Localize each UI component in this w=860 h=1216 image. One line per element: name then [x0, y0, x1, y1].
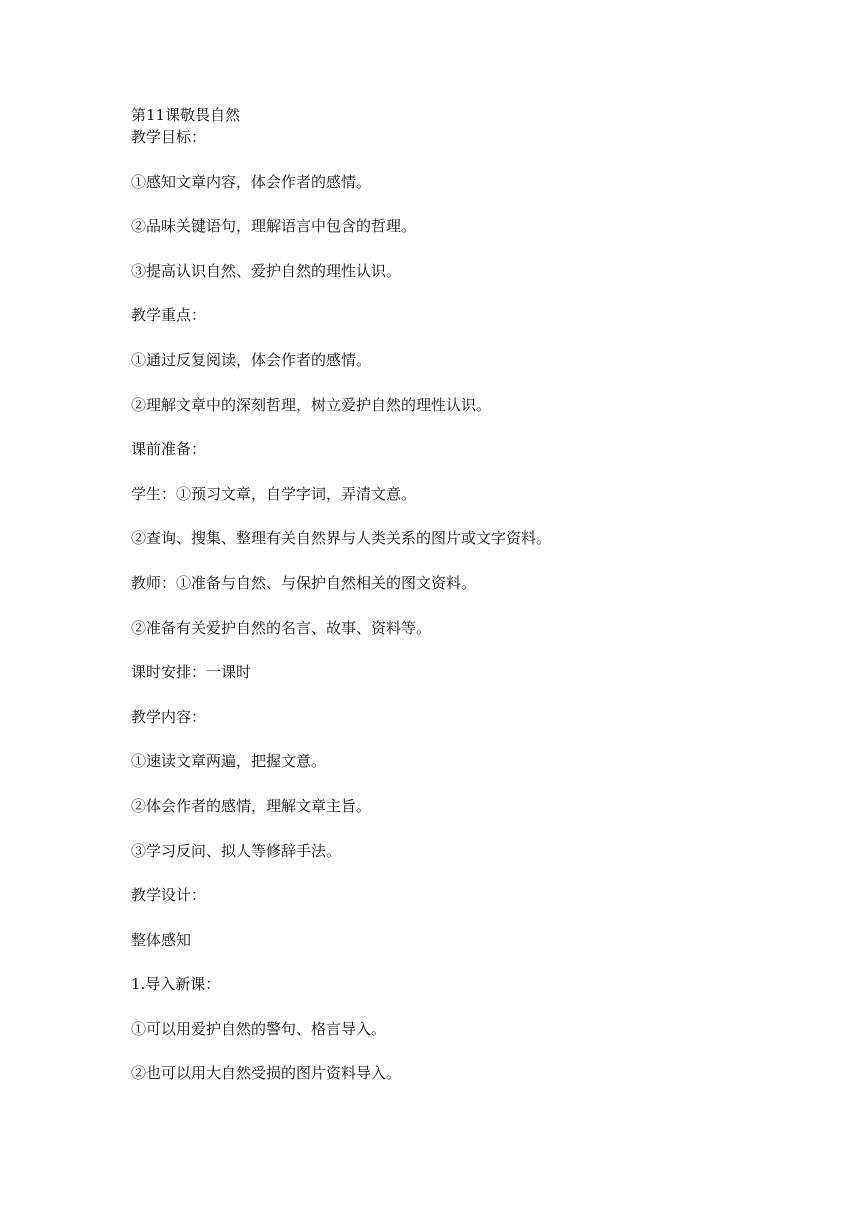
- document-body: [131, 104, 771, 1084]
- heading-schedule: 课时安排：一课时: [131, 663, 252, 682]
- paragraph: ①感知文章内容，体会作者的感情。: [131, 172, 372, 191]
- paragraph: ①速读文章两遍，把握文意。: [131, 752, 327, 771]
- heading-teaching-goals: 教学目标：: [131, 128, 207, 146]
- paragraph: ②理解文章中的深刻哲理，树立爱护自然的理性认识。: [131, 395, 492, 414]
- document-title: 第11课敬畏自然: [131, 106, 241, 124]
- paragraph: 学生：①预习文章，自学字词，弄清文意。: [131, 484, 417, 503]
- heading-introduction: 1.导入新课：: [131, 975, 221, 994]
- heading-teaching-content: 教学内容：: [131, 707, 207, 726]
- paragraph: ③提高认识自然、爱护自然的理性认识。: [131, 261, 402, 280]
- heading-preparation: 课前准备：: [131, 440, 207, 459]
- paragraph: ②品味关键语句，理解语言中包含的哲理。: [131, 217, 417, 236]
- paragraph: ①可以用爱护自然的警句、格言导入。: [131, 1019, 387, 1038]
- paragraph: 教师：①准备与自然、与保护自然相关的图文资料。: [131, 573, 477, 592]
- heading-teaching-focus: 教学重点：: [131, 306, 207, 325]
- heading-teaching-design: 教学设计：: [131, 886, 207, 905]
- paragraph: ③学习反问、拟人等修辞手法。: [131, 841, 342, 860]
- paragraph: ②也可以用大自然受损的图片资料导入。: [131, 1064, 402, 1083]
- heading-overall-perception: 整体感知: [131, 930, 192, 949]
- paragraph: ②准备有关爱护自然的名言、故事、资料等。: [131, 618, 432, 637]
- paragraph: ②体会作者的感情，理解文章主旨。: [131, 796, 372, 815]
- paragraph: ②查询、搜集、整理有关自然界与人类关系的图片或文字资料。: [131, 529, 552, 548]
- paragraph: ①通过反复阅读，体会作者的感情。: [131, 350, 372, 369]
